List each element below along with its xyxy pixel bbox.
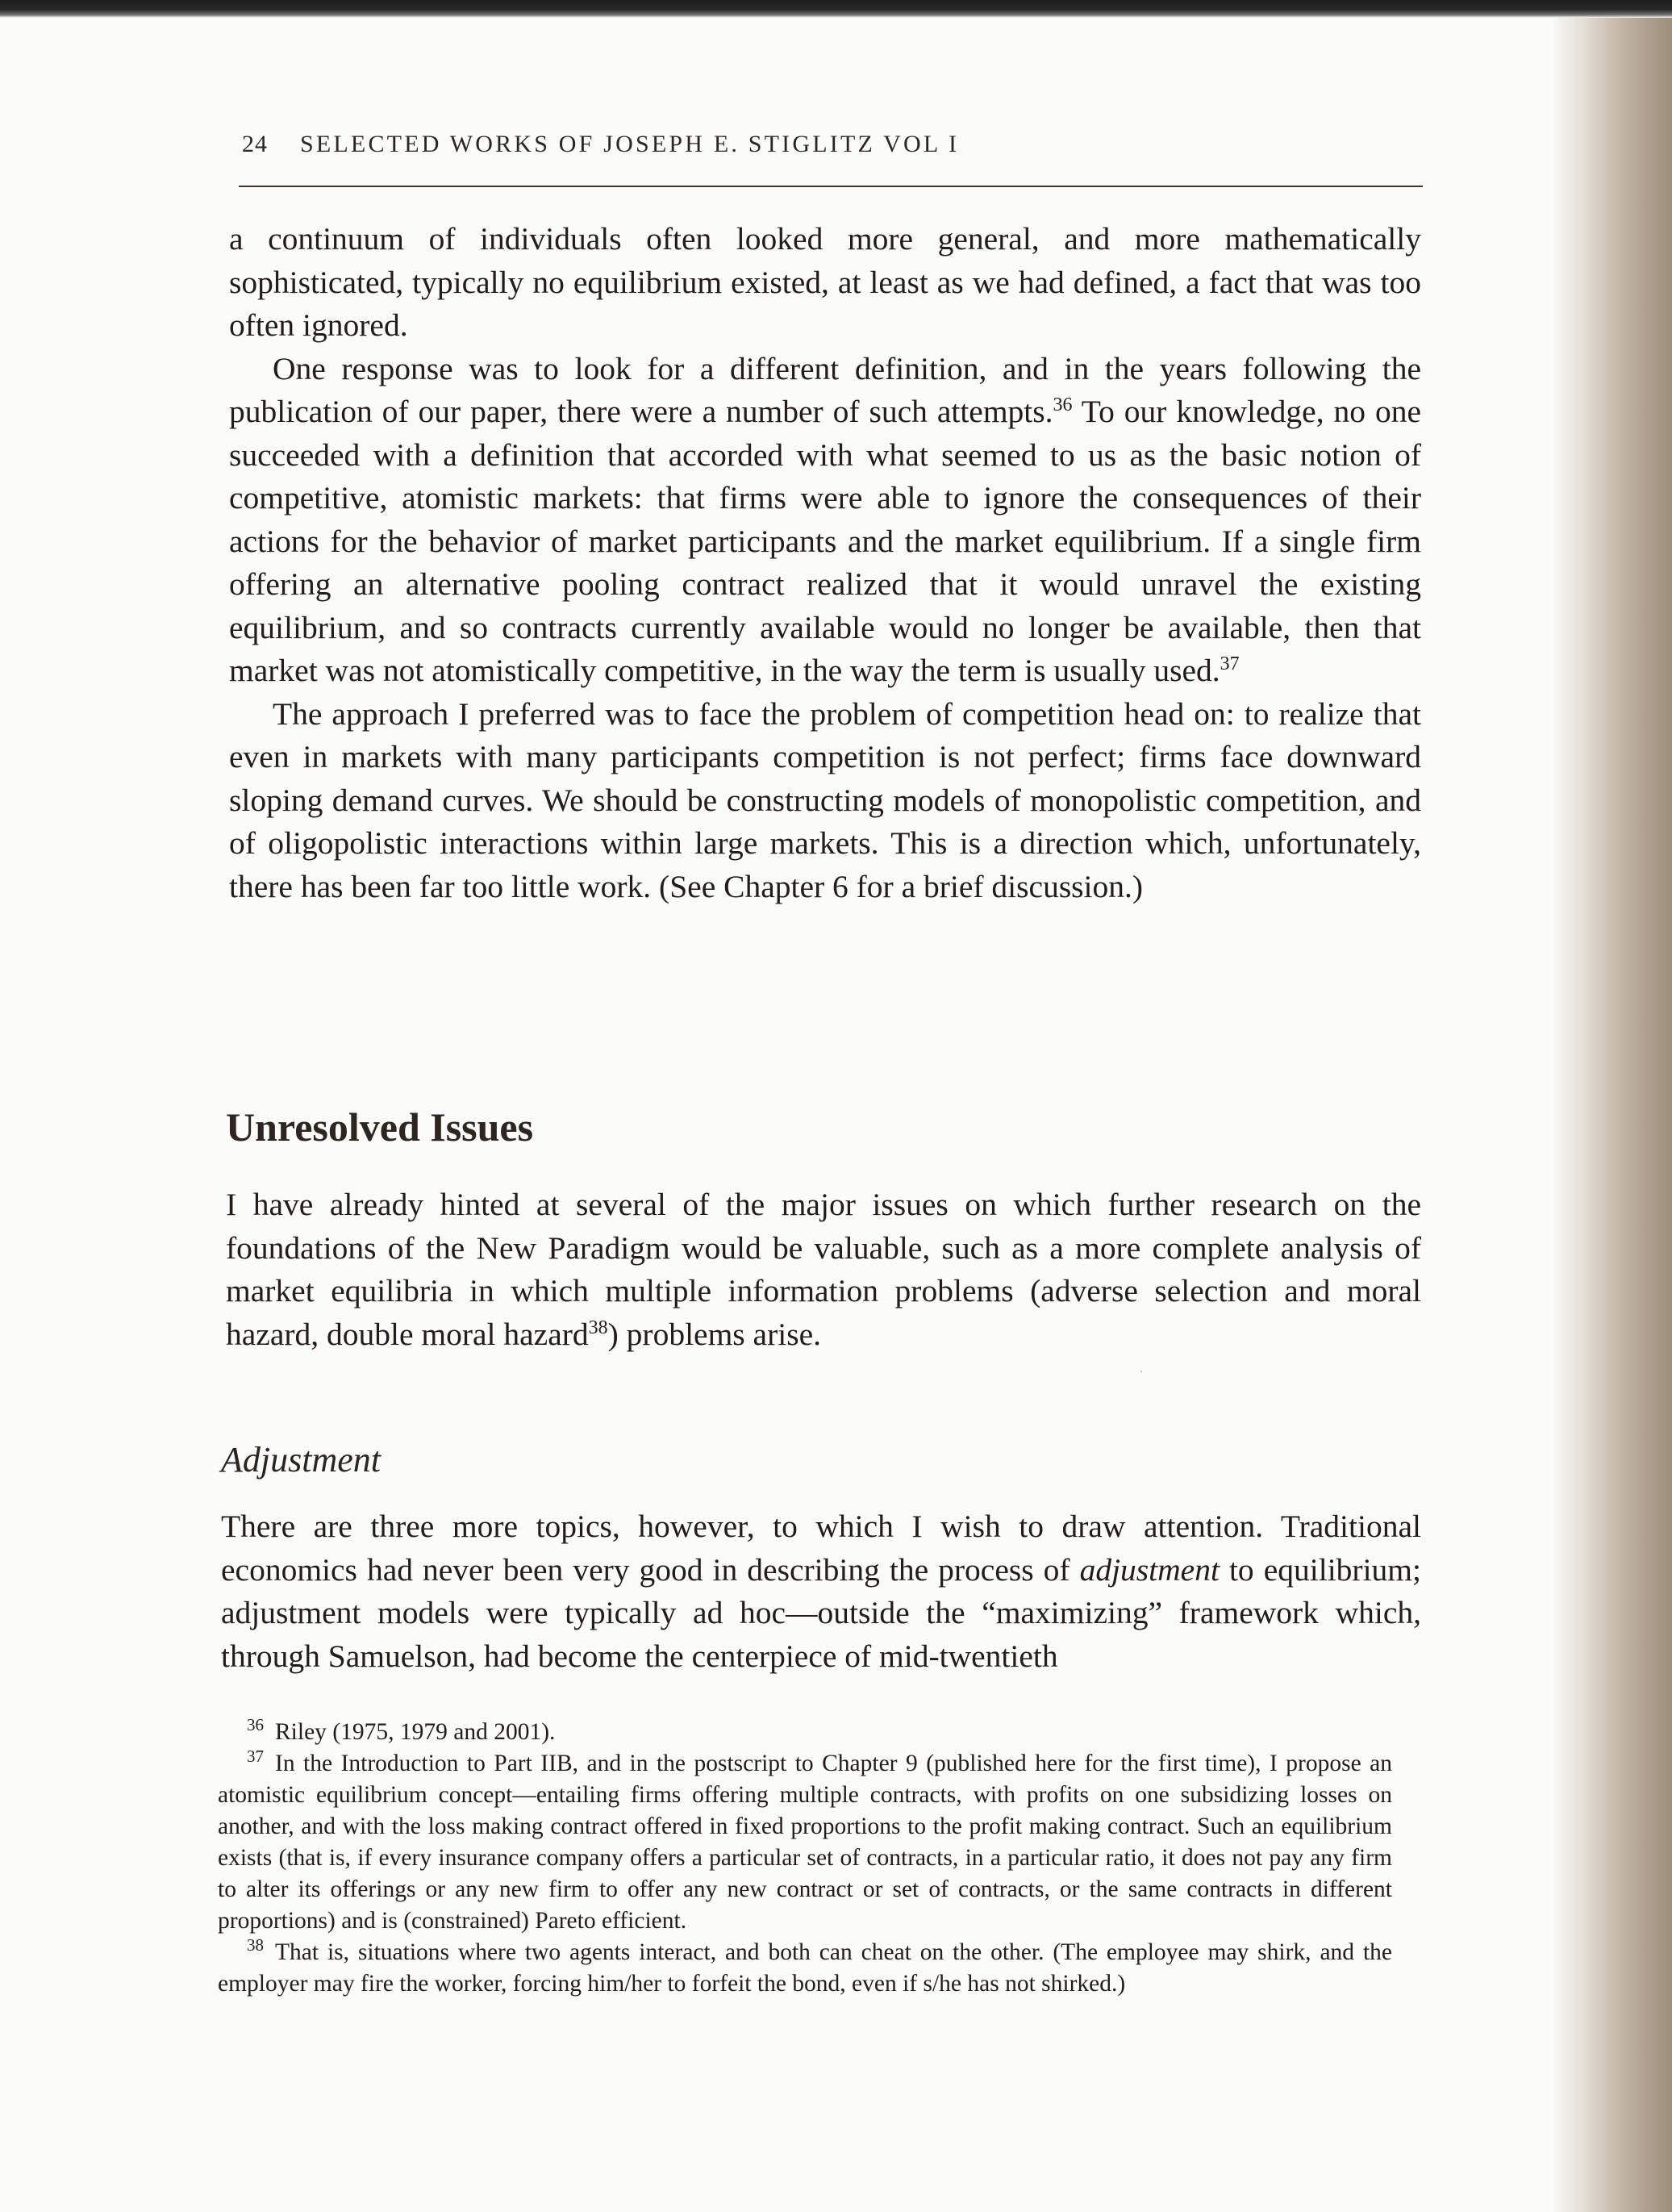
opening-text-block xyxy=(229,218,1421,908)
footnote-number: 36 xyxy=(247,1715,264,1735)
footnote-number: 37 xyxy=(247,1747,264,1767)
subsection-heading: Adjustment xyxy=(221,1440,381,1480)
footnote-ref-37[interactable]: 37 xyxy=(1220,653,1240,674)
adjustment-text-block xyxy=(221,1505,1421,1678)
footnote-ref-38[interactable]: 38 xyxy=(588,1317,608,1338)
footnote-number: 38 xyxy=(247,1935,264,1955)
footnote-ref-36[interactable]: 36 xyxy=(1053,394,1073,415)
paragraph-continuum: a continuum of individuals often looked more general, and more mathematically sophisticated, typically no equilibrium existed, at least as we had defined, a fact that was too often ignored. xyxy=(229,221,1421,343)
paragraph-unresolved xyxy=(226,1183,1421,1356)
footnote-text: Riley (1975, 1979 and 2001). xyxy=(275,1719,556,1745)
header-rule xyxy=(239,186,1423,187)
paragraph-adjustment-text-b: to equilibrium; adjustment models were typically ad hoc—outside the “maximizing” framework which, through Samuelson, had become the centerpiece of mid-twentieth xyxy=(221,1551,1421,1674)
paragraph-unresolved-text-a: I have already hinted at several of the major issues on which further research on the foundations of the New Paradigm would be valuable, such as a more complete analysis of market equilibria in which multiple information problems (adverse selection and moral hazard, double moral hazard xyxy=(226,1187,1421,1352)
running-title: SELECTED WORKS OF JOSEPH E. STIGLITZ VOL I xyxy=(300,131,960,157)
paragraph-adjustment xyxy=(221,1505,1421,1678)
paragraph-definition-text-b: To our knowledge, no one succeeded with a definition that accorded with what seemed to us as the basic notion of competitive, atomistic markets: that firms were able to ignore the consequences of their actions for the behavior of market participants and the market equilibrium. If a single firm offering an alternative pooling contract realized that it would unravel the existing equilibrium, and so contracts currently available would no longer be available, then that market was not atomistically competitive, in the way the term is usually used. xyxy=(229,394,1421,688)
scan-speck: · xyxy=(1139,1363,1144,1379)
paragraph-approach: The approach I preferred was to face the problem of competition head on: to realize that even in markets with many participants competition is not perfect; firms face downward sloping demand curves. We should be constructing models of monopolistic competition, and of oligopolistic interactions within large markets. This is a direction which, unfortunately, there has been far too little work. (See Chapter 6 for a brief discussion.) xyxy=(229,695,1421,904)
paragraph-adjustment-text-a: There are three more topics, however, to which I wish to draw attention. Traditional economics had never been very good in describing the process of xyxy=(221,1509,1421,1588)
page-number: 24 xyxy=(242,131,268,157)
footnote-text: In the Introduction to Part IIB, and in the postscript to Chapter 9 (published here for the first time), I propose an atomistic equilibrium concept—entailing firms offering multiple contracts, with profits on one subsidizing losses on another, and with the loss making contract offered in fixed proportions to the profit making contract. Such an equilibrium exists (that is, if every insurance company offers a particular set of contracts, in a particular ratio, it does not pay any firm to alter its offerings or any new firm to offer any new contract or set of contracts, or the same contracts in different proportions) and is (constrained) Pareto efficient. xyxy=(218,1751,1392,1934)
paragraph-definition xyxy=(229,348,1421,693)
section-heading: Unresolved Issues xyxy=(226,1104,534,1150)
running-head xyxy=(242,131,1424,158)
paragraph-definition-text-a: One response was to look for a different definition, and in the years following the publication of our paper, there were a number of such attempts. xyxy=(229,350,1421,429)
unresolved-text-block xyxy=(226,1183,1421,1356)
footnote-37 xyxy=(218,1748,1392,1937)
scanner-edge xyxy=(0,0,1672,18)
footnote-text: That is, situations where two agents interact, and both can cheat on the other. (The employee may shirk, and the employer may fire the worker, forcing him/her to forfeit the bond, even if s/he has not shirked.) xyxy=(218,1939,1392,1997)
footnote-38 xyxy=(218,1937,1392,2000)
footnote-36 xyxy=(218,1717,1392,1748)
emphasis-adjustment: adjustment xyxy=(1079,1551,1220,1588)
book-spine-gutter xyxy=(1559,0,1672,2212)
footnotes xyxy=(218,1717,1392,2000)
paragraph-unresolved-text-b: ) problems arise. xyxy=(607,1316,821,1352)
